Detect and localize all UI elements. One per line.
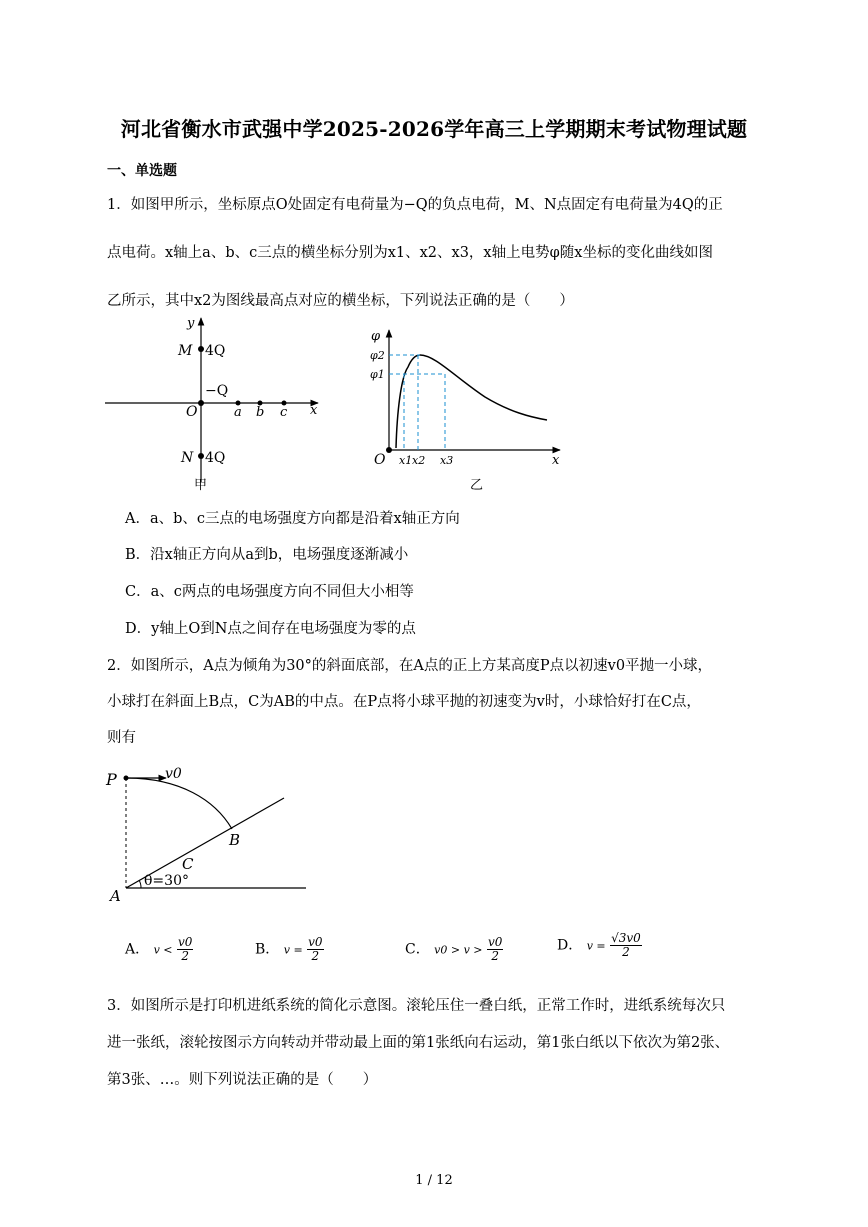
q3-line-1: 3．如图所示是打印机进纸系统的简化示意图。滚轮压住一叠白纸，正常工作时，进纸系统每次只 [107, 998, 726, 1014]
label-b: B [229, 831, 241, 849]
q2-option-d [557, 932, 642, 959]
potential-curve [396, 355, 547, 448]
q2-line-2: 小球打在斜面上B点，C为AB的中点。在P点将小球平抛的初速变为v时，小球恰好打在C点， [107, 694, 701, 710]
option-fraction: $\frac{v0}{2}$ [177, 935, 193, 963]
label-x1: x1 [399, 454, 413, 467]
option-expr: v = [283, 943, 303, 957]
figure-jia [100, 312, 330, 492]
page-title: 河北省衡水市武强中学2025-2026学年高三上学期期末考试物理试题 [120, 117, 748, 141]
label-c: C [182, 855, 194, 873]
q1-option-b: B．沿x轴正方向从a到b，电场强度逐渐减小 [125, 547, 409, 563]
label-x3: x3 [440, 454, 454, 467]
q2-line-1: 2．如图所示，A点为倾角为30°的斜面底部，在A点的正上方某高度P点以初速v0平抛一小球， [107, 658, 713, 674]
label-x: x [310, 403, 318, 418]
label-v0: v0 [165, 766, 182, 782]
option-letter: A． [125, 941, 150, 958]
angle-arc [139, 880, 141, 888]
option-expr: v0 > v > [434, 943, 483, 957]
label-n-charge: 4Q [205, 450, 226, 466]
q3-line-2: 进一张纸，滚轮按图示方向转动并带动最上面的第1张纸向右运动，第1张白纸以下依次为第2张、 [107, 1035, 730, 1051]
q3-line-3: 第3张、…。则下列说法正确的是（ ） [107, 1072, 378, 1088]
label-o-charge: −Q [205, 383, 229, 399]
option-expr: v = [586, 939, 606, 953]
q1-option-c: C．a、c两点的电场强度方向不同但大小相等 [125, 584, 414, 600]
page-number: 1 / 12 [415, 1173, 453, 1188]
label-a: a [234, 405, 242, 420]
option-letter: D． [557, 937, 583, 954]
option-expr: v < [153, 943, 173, 957]
origin-dot [386, 447, 392, 453]
charge-n-dot [198, 453, 204, 459]
charge-o-dot [198, 400, 204, 406]
q2-option-a [125, 936, 193, 963]
section-heading: 一、单选题 [107, 163, 177, 179]
q1-option-a: A．a、b、c三点的电场强度方向都是沿着x轴正方向 [125, 511, 460, 527]
option-fraction: $\frac{v0}{2}$ [487, 935, 503, 963]
charge-m-dot [198, 346, 204, 352]
label-x2: x2 [412, 454, 426, 467]
trajectory-curve [126, 778, 232, 829]
option-fraction: $\frac{√3v0}{2}$ [611, 931, 641, 959]
q2-option-c [405, 936, 503, 963]
caption-yi: 乙 [470, 478, 484, 492]
label-o: O [186, 404, 198, 420]
label-b: b [256, 405, 265, 420]
q1-line-1: 1．如图甲所示，坐标原点O处固定有电荷量为−Q的负点电荷，M、N点固定有电荷量为4Q的正 [107, 197, 723, 213]
figure-projectile [100, 760, 320, 905]
option-fraction: $\frac{v0}{2}$ [308, 935, 323, 963]
option-letter: C． [405, 941, 430, 958]
label-phi2: φ2 [370, 349, 385, 362]
label-a: A [110, 887, 121, 905]
label-theta: θ=30° [144, 873, 189, 889]
caption-jia: 甲 [194, 478, 208, 492]
label-phi1: φ1 [370, 368, 385, 381]
q1-option-d: D．y轴上O到N点之间存在电场强度为零的点 [125, 621, 416, 637]
point-p-dot [124, 776, 129, 781]
label-phi: φ [371, 329, 381, 344]
figure-yi [365, 322, 575, 492]
label-n: N [181, 450, 194, 466]
label-y: y [187, 316, 195, 331]
label-o: O [374, 452, 386, 468]
label-m-charge: 4Q [205, 343, 226, 359]
label-p: P [106, 770, 117, 789]
label-c: c [280, 405, 288, 420]
label-x: x [552, 453, 560, 468]
q1-line-3: 乙所示，其中x2为图线最高点对应的横坐标，下列说法正确的是（ ） [107, 293, 574, 309]
q2-option-b [255, 936, 324, 963]
q2-line-3: 则有 [107, 730, 136, 746]
q1-line-2: 点电荷。x轴上a、b、c三点的横坐标分别为x1、x2、x3，x轴上电势φ随x坐标的变化曲线如图 [107, 245, 713, 261]
label-m: M [178, 343, 193, 359]
option-letter: B． [255, 941, 280, 958]
